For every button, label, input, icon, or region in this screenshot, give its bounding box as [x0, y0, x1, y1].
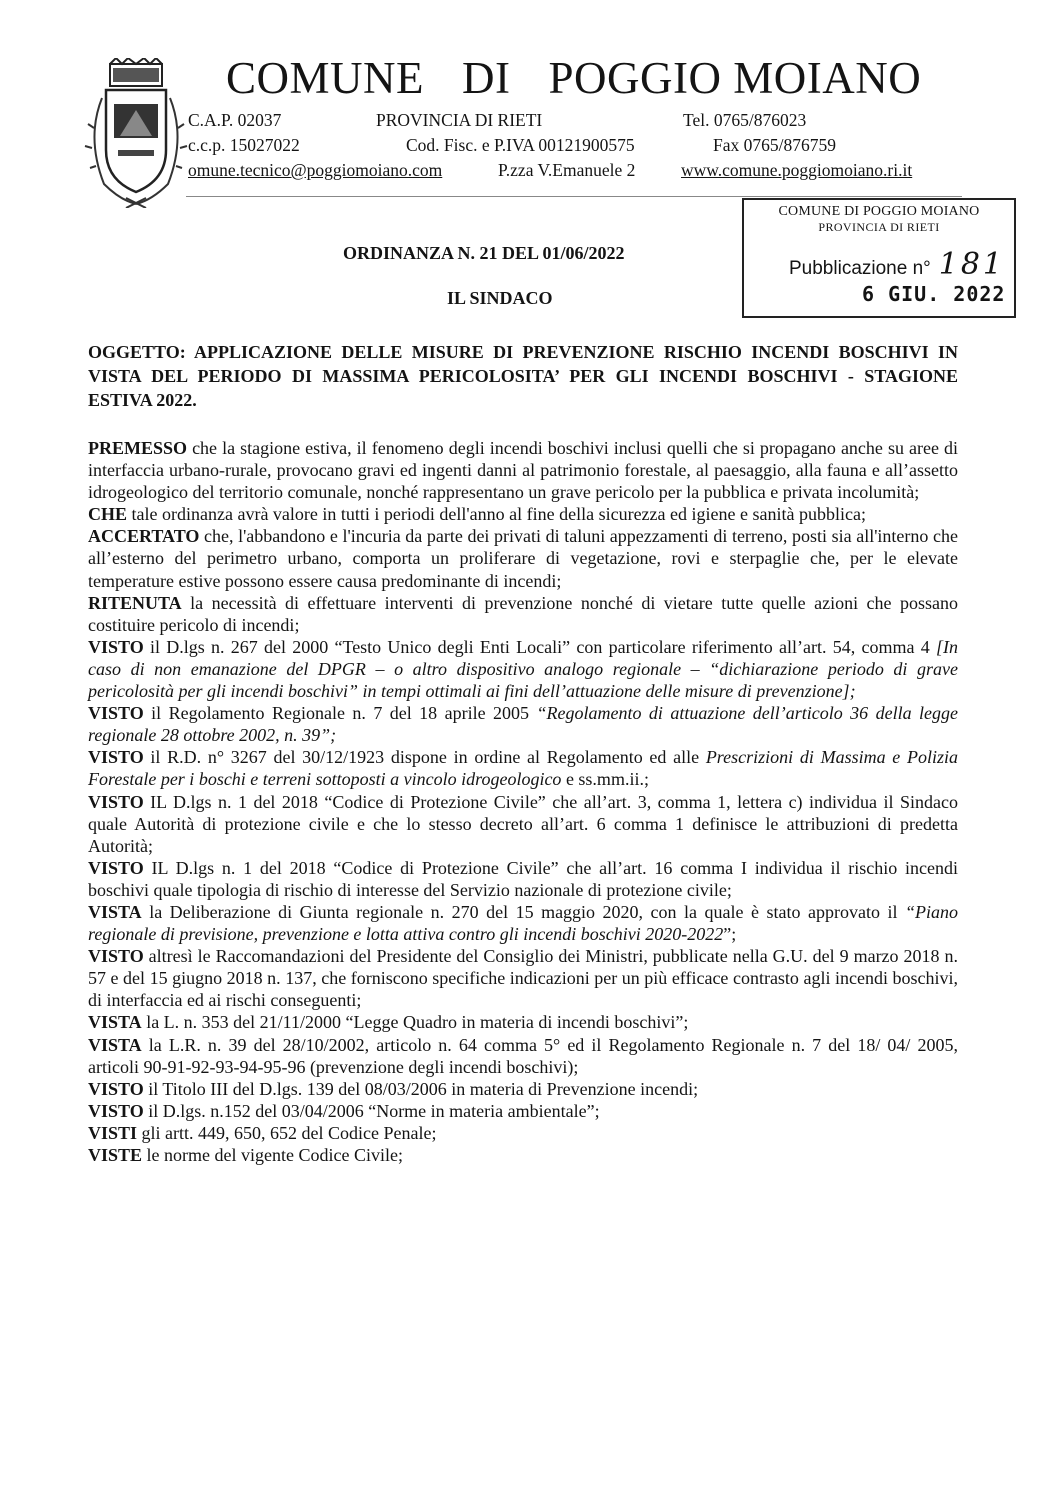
fax: Fax 0765/876759	[713, 135, 836, 155]
paragraph-lead: VISTI	[88, 1122, 138, 1143]
paragraph	[88, 503, 958, 525]
paragraph-italic: “Regolamento di attuazione dell’articolo 36 della legge regionale 28 ottobre 2002, n. 39”;	[88, 703, 959, 746]
codice-fiscale: Cod. Fisc. e P.IVA 00121900575	[406, 135, 635, 155]
paragraph-lead: VISTO	[88, 946, 144, 967]
comune-title	[226, 53, 986, 103]
provincia: PROVINCIA DI RIETI	[376, 110, 543, 130]
paragraph	[88, 1100, 958, 1122]
cap: C.A.P. 02037	[188, 110, 282, 130]
paragraph-lead: VISTO	[88, 1100, 144, 1121]
paragraph	[88, 1144, 958, 1166]
paragraph-text: altresì le Raccomandazioni del Presidente del Consiglio dei Ministri, pubblicate nella G.U. del 9 marzo 2018 n. 57 e del 15 giugno 2018 n. 137, che forniscono specifiche indicazioni per un più efficace contrasto agli incendi boschivi, di interfaccia ed ai rischi conseguenti;	[88, 946, 958, 1011]
paragraph-text: la L. n. 353 del 21/11/2000 “Legge Quadro in materia di incendi boschivi”;	[141, 1012, 689, 1033]
paragraph	[88, 636, 958, 702]
paragraph-tail: ”;	[723, 924, 737, 945]
email-link[interactable]: omune.tecnico@poggiomoiano.com	[188, 160, 443, 180]
paragraph	[88, 746, 958, 790]
title-poggio-moiano: POGGIO MOIANO	[548, 53, 922, 103]
paragraph-italic: “Piano regionale di previsione, prevenzione e lotta attiva contro gli incendi boschivi 2020-2022	[88, 901, 958, 945]
il-sindaco: IL SINDACO	[447, 288, 553, 308]
paragraph-lead: RITENUTA	[88, 592, 182, 613]
paragraph-italic: Prescrizioni di Massima e Polizia Forestale per i boschi e terreni sottoposti a vincolo idrogeologico	[88, 747, 958, 790]
paragraph-text: IL D.lgs n. 1 del 2018 “Codice di Protezione Civile” che all’art. 16 comma I individua il rischio incendi boschivi quale tipologia di rischio di interesse del Servizio nazionale di protezione civile;	[88, 857, 958, 900]
title-comune: COMUNE	[226, 53, 425, 103]
stamp-pubblicazione	[789, 247, 1014, 282]
paragraph-lead: VISTE	[88, 1145, 143, 1165]
paragraph	[88, 525, 958, 591]
stamp-provincia: PROVINCIA DI RIETI	[818, 220, 940, 234]
paragraph-italic: [In caso di non emanazione del DPGR – o altro dispositivo analogo regionale – “dichiarazione periodo di grave pericolosità per gli incendi boschivi” in tempi ottimali ai fini dell’attuazione delle misure di prevenzione];	[88, 636, 958, 702]
paragraph-text: IL D.lgs n. 1 del 2018 “Codice di Protezione Civile” che all’art. 3, comma 1, lettera c) individua il Sindaco quale Autorità di protezione civile e che lo stesso decreto all’art. 6 comma 1 definisce le attribuzioni di predetta Autorità;	[88, 791, 958, 856]
website-link[interactable]: www.comune.poggiomoiano.ri.it	[681, 160, 913, 180]
paragraph-lead: VISTA	[88, 1012, 142, 1033]
address: P.zza V.Emanuele 2	[498, 160, 636, 180]
paragraph	[88, 945, 958, 1011]
publication-stamp	[742, 198, 1016, 318]
paragraph	[88, 592, 958, 636]
paragraph-text: il D.lgs. n.152 del 03/04/2006 “Norme in materia ambientale”;	[143, 1100, 600, 1121]
paragraph-text: il Regolamento Regionale n. 7 del 18 aprile 2005	[143, 703, 537, 724]
paragraph-lead: CHE	[88, 504, 128, 525]
paragraph-text: gli artt. 449, 650, 652 del Codice Penale;	[137, 1122, 437, 1143]
coat-of-arms-icon	[80, 58, 192, 208]
paragraph-lead: PREMESSO	[88, 438, 188, 458]
paragraph-text: tale ordinanza avrà valore in tutti i periodi dell'anno al fine della sicurezza ed igiene e sanità pubblica;	[127, 504, 866, 525]
paragraph	[88, 1078, 958, 1100]
ccp: c.c.p. 15027022	[188, 135, 300, 155]
paragraph-text: la Deliberazione di Giunta regionale n. 270 del 15 maggio 2020, con la quale è stato approvato il	[141, 901, 905, 922]
paragraph-lead: VISTO	[88, 636, 144, 657]
header-divider	[186, 196, 962, 197]
oggetto: OGGETTO: APPLICAZIONE DELLE MISURE DI PREVENZIONE RISCHIO INCENDI BOSCHIVI IN VISTA DEL PERIODO DI MASSIMA PERICOLOSITA’ PER GLI INCENDI BOSCHIVI - STAGIONE ESTIVA 2022.	[88, 342, 958, 410]
paragraph	[88, 791, 958, 857]
paragraph	[88, 1034, 958, 1078]
paragraph-lead: VISTO	[88, 1078, 144, 1099]
paragraph	[88, 857, 958, 901]
paragraph-text: le norme del vigente Codice Civile;	[142, 1145, 403, 1165]
stamp-pub-label: Pubblicazione n°	[789, 258, 931, 279]
paragraph-lead: VISTA	[88, 901, 142, 922]
paragraph	[88, 1011, 958, 1033]
stamp-pub-number: 181	[938, 247, 1006, 282]
telefono: Tel. 0765/876023	[683, 110, 807, 130]
paragraph-text: il Titolo III del D.lgs. 139 del 08/03/2006 in materia di Prevenzione incendi;	[143, 1078, 699, 1099]
document-body	[88, 437, 958, 1166]
paragraph-lead: ACCERTATO	[88, 526, 200, 547]
paragraph-text: la necessità di effettuare interventi di prevenzione nonché di vietare tutte quelle azioni che possano costituire pericolo di incendi;	[88, 592, 958, 635]
paragraph	[88, 437, 958, 503]
paragraph-text: che, l'abbandono e l'incuria da parte dei privati di taluni appezzamenti di terreno, posti sia all'interno che all’esterno del perimetro urbano, comporta un proliferare di vegetazione, rovi e sterpaglie che, per le elevate temperature estive possono essere causa predominante di incendi;	[88, 526, 958, 591]
stamp-comune: COMUNE DI POGGIO MOIANO	[778, 204, 980, 219]
paragraph-tail: e ss.mm.ii.;	[561, 769, 649, 790]
paragraph-text: la L.R. n. 39 del 28/10/2002, articolo n. 64 comma 5° ed il Regolamento Regionale n. 7 del 18/ 04/ 2005, articoli 90-91-92-93-94-95-96 (prevenzione degli incendi boschivi);	[88, 1034, 958, 1077]
title-di: DI	[462, 53, 511, 103]
paragraph-lead: VISTO	[88, 747, 144, 768]
paragraph-lead: VISTO	[88, 791, 144, 812]
paragraph	[88, 702, 958, 746]
stamp-date: 6 GIU. 2022	[862, 282, 1006, 306]
paragraph	[88, 901, 958, 945]
paragraph-text: il R.D. n° 3267 del 30/12/1923 dispone in ordine al Regolamento ed alle	[143, 747, 706, 768]
ordinanza-title: ORDINANZA N. 21 DEL 01/06/2022	[343, 243, 625, 263]
paragraph	[88, 1122, 958, 1144]
paragraph-text: il D.lgs n. 267 del 2000 “Testo Unico degli Enti Locali” con particolare riferimento all’art. 54, comma 4	[143, 636, 936, 657]
paragraph-lead: VISTA	[88, 1034, 142, 1055]
paragraph-text: che la stagione estiva, il fenomeno degli incendi boschivi inclusi quelli che si propagano anche su aree di interfaccia urbano-rurale, provocano gravi ed ingenti danni al patrimonio forestale, al paesaggio, alla fauna e all’assetto idrogeologico del territorio comunale, nonché rappresentano un grave pericolo per la pubblica e privata incolumità;	[88, 438, 958, 503]
paragraph-lead: VISTO	[88, 703, 144, 724]
paragraph-lead: VISTO	[88, 857, 144, 878]
